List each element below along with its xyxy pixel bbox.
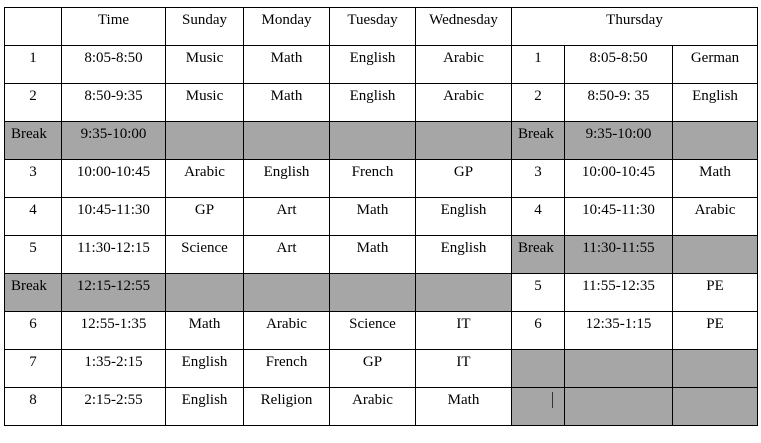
break-row (5, 274, 758, 312)
break-label-cell[interactable]: Break (5, 274, 62, 312)
monday-cell[interactable]: Math (244, 84, 330, 122)
time-cell[interactable]: 8:50-9:35 (62, 84, 166, 122)
monday-cell[interactable] (244, 274, 330, 312)
sunday-cell[interactable]: Music (166, 46, 244, 84)
period-cell[interactable]: 5 (5, 236, 62, 274)
monday-cell[interactable]: English (244, 160, 330, 198)
tuesday-cell[interactable]: French (330, 160, 416, 198)
wednesday-cell[interactable]: English (416, 236, 512, 274)
sunday-cell[interactable]: English (166, 350, 244, 388)
wednesday-cell[interactable]: Arabic (416, 84, 512, 122)
monday-cell[interactable]: French (244, 350, 330, 388)
thursday-period-cell[interactable]: 3 (512, 160, 565, 198)
table-row (5, 236, 758, 274)
table-row (5, 198, 758, 236)
thursday-period-cell[interactable]: 6 (512, 312, 565, 350)
period-cell[interactable]: 1 (5, 46, 62, 84)
thursday-break-label-cell[interactable]: Break (512, 236, 565, 274)
tuesday-cell[interactable]: GP (330, 350, 416, 388)
sunday-cell[interactable] (166, 274, 244, 312)
thursday-subject-cell[interactable] (673, 122, 758, 160)
tuesday-cell[interactable]: Science (330, 312, 416, 350)
break-row (5, 122, 758, 160)
period-cell[interactable]: 4 (5, 198, 62, 236)
thursday-period-cell[interactable]: 4 (512, 198, 565, 236)
tuesday-cell[interactable]: English (330, 46, 416, 84)
time-cell[interactable]: 8:05-8:50 (62, 46, 166, 84)
tuesday-cell[interactable]: Arabic (330, 388, 416, 426)
table-row (5, 160, 758, 198)
period-cell[interactable]: 8 (5, 388, 62, 426)
thursday-time-cell[interactable] (565, 350, 673, 388)
time-cell[interactable]: 11:30-12:15 (62, 236, 166, 274)
header-thursday[interactable]: Thursday (512, 8, 758, 46)
thursday-time-cell[interactable] (565, 388, 673, 426)
thursday-subject-cell[interactable] (673, 388, 758, 426)
thursday-subject-cell[interactable] (673, 236, 758, 274)
wednesday-cell[interactable]: IT (416, 312, 512, 350)
sunday-cell[interactable]: Arabic (166, 160, 244, 198)
thursday-break-label-cell[interactable]: Break (512, 122, 565, 160)
table-row (5, 312, 758, 350)
header-time[interactable]: Time (62, 8, 166, 46)
tuesday-cell[interactable]: English (330, 84, 416, 122)
time-cell[interactable]: 10:00-10:45 (62, 160, 166, 198)
break-label-cell[interactable]: Break (5, 122, 62, 160)
period-cell[interactable]: 3 (5, 160, 62, 198)
thursday-break-time-cell[interactable]: 9:35-10:00 (565, 122, 673, 160)
sunday-cell[interactable]: Music (166, 84, 244, 122)
monday-cell[interactable] (244, 122, 330, 160)
header-sunday[interactable]: Sunday (166, 8, 244, 46)
thursday-subject-cell[interactable]: English (673, 84, 758, 122)
period-cell[interactable]: 6 (5, 312, 62, 350)
header-tuesday[interactable]: Tuesday (330, 8, 416, 46)
table-row (5, 350, 758, 388)
thursday-period-cell[interactable]: 2 (512, 84, 565, 122)
break-time-cell[interactable]: 9:35-10:00 (62, 122, 166, 160)
wednesday-cell[interactable]: GP (416, 160, 512, 198)
monday-cell[interactable]: Art (244, 198, 330, 236)
thursday-subject-cell[interactable]: PE (673, 274, 758, 312)
thursday-break-time-cell[interactable]: 11:30-11:55 (565, 236, 673, 274)
break-time-cell[interactable]: 12:15-12:55 (62, 274, 166, 312)
thursday-subject-cell[interactable]: Math (673, 160, 758, 198)
sunday-cell[interactable]: English (166, 388, 244, 426)
thursday-period-cell[interactable]: 1 (512, 46, 565, 84)
thursday-time-cell[interactable]: 8:05-8:50 (565, 46, 673, 84)
table-row (5, 46, 758, 84)
monday-cell[interactable]: Art (244, 236, 330, 274)
sunday-cell[interactable]: Science (166, 236, 244, 274)
sunday-cell[interactable] (166, 122, 244, 160)
thursday-time-cell[interactable]: 10:00-10:45 (565, 160, 673, 198)
sunday-cell[interactable]: Math (166, 312, 244, 350)
monday-cell[interactable]: Arabic (244, 312, 330, 350)
header-wednesday[interactable]: Wednesday (416, 8, 512, 46)
time-cell[interactable]: 1:35-2:15 (62, 350, 166, 388)
tuesday-cell[interactable]: Math (330, 236, 416, 274)
text-cursor (552, 392, 553, 408)
period-cell[interactable]: 2 (5, 84, 62, 122)
thursday-time-cell[interactable]: 10:45-11:30 (565, 198, 673, 236)
sunday-cell[interactable]: GP (166, 198, 244, 236)
monday-cell[interactable]: Math (244, 46, 330, 84)
table-row (5, 84, 758, 122)
tuesday-cell[interactable] (330, 122, 416, 160)
timetable (4, 7, 758, 426)
header-row (5, 8, 758, 46)
time-cell[interactable]: 2:15-2:55 (62, 388, 166, 426)
thursday-time-cell[interactable]: 11:55-12:35 (565, 274, 673, 312)
time-cell[interactable]: 12:55-1:35 (62, 312, 166, 350)
thursday-subject-cell[interactable]: Arabic (673, 198, 758, 236)
wednesday-cell[interactable] (416, 122, 512, 160)
wednesday-cell[interactable]: IT (416, 350, 512, 388)
thursday-time-cell[interactable]: 12:35-1:15 (565, 312, 673, 350)
header-monday[interactable]: Monday (244, 8, 330, 46)
thursday-period-cell[interactable] (512, 388, 565, 426)
wednesday-cell[interactable]: English (416, 198, 512, 236)
thursday-time-cell[interactable]: 8:50-9: 35 (565, 84, 673, 122)
wednesday-cell[interactable]: Math (416, 388, 512, 426)
thursday-subject-cell[interactable] (673, 350, 758, 388)
header-corner[interactable] (5, 8, 62, 46)
wednesday-cell[interactable]: Arabic (416, 46, 512, 84)
tuesday-cell[interactable] (330, 274, 416, 312)
tuesday-cell[interactable]: Math (330, 198, 416, 236)
table-row (5, 388, 758, 426)
thursday-period-cell[interactable]: 5 (512, 274, 565, 312)
thursday-period-cell[interactable] (512, 350, 565, 388)
period-cell[interactable]: 7 (5, 350, 62, 388)
monday-cell[interactable]: Religion (244, 388, 330, 426)
thursday-subject-cell[interactable]: German (673, 46, 758, 84)
thursday-subject-cell[interactable]: PE (673, 312, 758, 350)
time-cell[interactable]: 10:45-11:30 (62, 198, 166, 236)
wednesday-cell[interactable] (416, 274, 512, 312)
